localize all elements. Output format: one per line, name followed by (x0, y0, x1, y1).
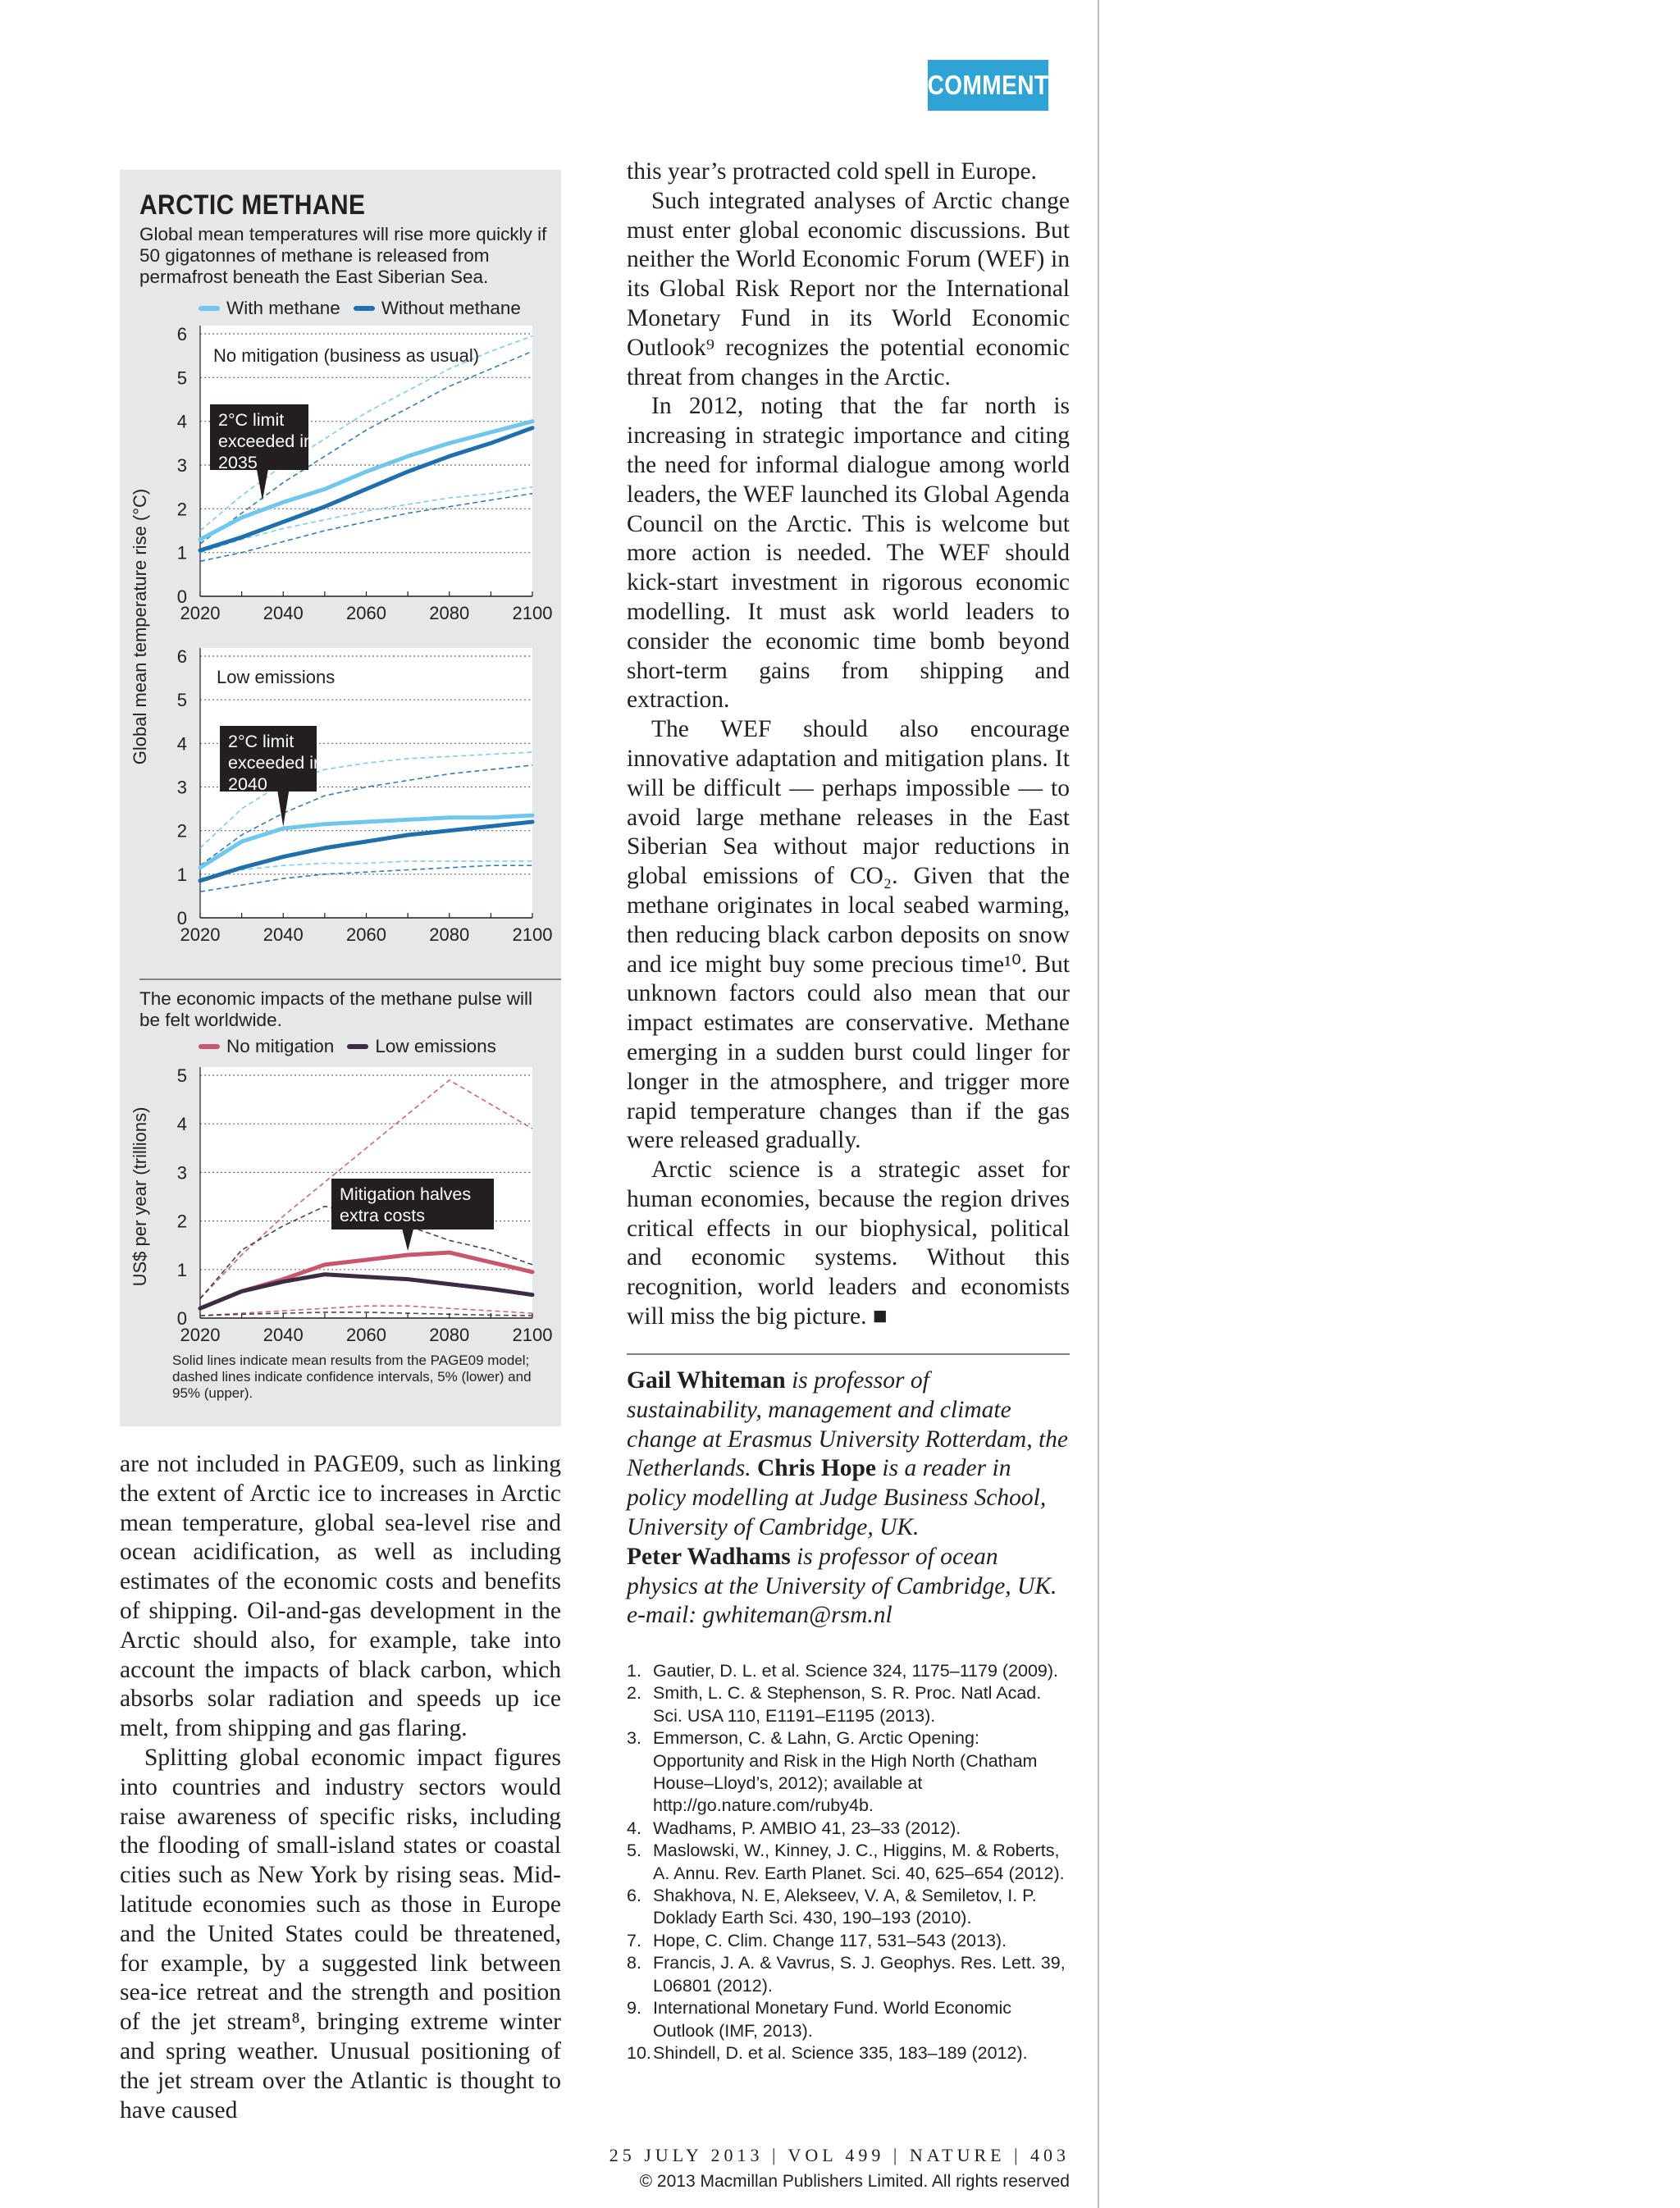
y-tick-label: 6 (176, 324, 187, 344)
annotation-text: 2035 (218, 453, 258, 472)
panel-title: Low emissions (217, 667, 336, 687)
y-tick-label: 3 (176, 455, 187, 476)
reference-text: Emmerson, C. & Lahn, G. Arctic Opening: Opportunity and Risk in the High North (Chatham House–Lloyd’s, 2012); available at http://go.nature.com/ruby4b. (653, 1728, 1038, 1816)
annotation-text: exceeded in (218, 431, 313, 451)
reference-text: Shakhova, N. E, Alekseev, V. A, & Semiletov, I. P. Doklady Earth Sci. 430, 190–193 (2010). (653, 1886, 1037, 1928)
x-tick-label: 2080 (429, 924, 470, 945)
legend-label-without-methane: Without methane (381, 298, 521, 318)
reference-item (627, 1682, 1070, 1727)
legend-label-with-methane: With methane (226, 298, 340, 318)
x-tick-label: 2040 (262, 603, 304, 623)
figure-subtitle-economic: The economic impacts of the methane pulse will be felt worldwide. (139, 988, 532, 1030)
reference-text: Smith, L. C. & Stephenson, S. R. Proc. Natl Acad. Sci. USA 110, E1191–E1195 (2013). (653, 1683, 1042, 1726)
paragraph: are not included in PAGE09, such as linking the extent of Arctic ice to increases in Arctic mean temperature, global sea-level rise and ocean acidification, as well as including estimates of the economic costs and benefits of shipping. Oil-and-gas development in the Arctic should also, for example, take into account the impacts of black carbon, which absorbs solar radiation and speeds up ice melt, from shipping and gas flaring. (120, 1451, 561, 1742)
author-email: e-mail: gwhiteman@rsm.nl (627, 1602, 892, 1629)
y-tick-label: 4 (176, 411, 187, 432)
reference-number: 2. (627, 1683, 641, 1704)
y-tick-label: 2 (176, 499, 187, 520)
annotation-text: 2°C limit (218, 410, 285, 430)
reference-item (627, 2042, 1070, 2064)
section-tag: COMMENT (928, 60, 1048, 111)
annotation-text: 2040 (228, 774, 267, 794)
y-tick-label: 1 (176, 1259, 187, 1280)
reference-number: 6. (627, 1886, 641, 1906)
reference-number: 9. (627, 1998, 641, 2019)
author-bio (627, 1366, 1070, 1631)
reference-text: Wadhams, P. AMBIO 41, 23–33 (2012). (653, 1818, 961, 1838)
x-tick-label: 2020 (180, 924, 221, 945)
reference-item (627, 1885, 1070, 1930)
annotation-text: extra costs (340, 1206, 425, 1225)
y-tick-label: 2 (176, 820, 187, 842)
author-name: Gail Whiteman (627, 1367, 786, 1394)
annotation-text: exceeded in (228, 753, 323, 773)
reference-item (627, 1952, 1070, 1997)
page-divider-rule (1098, 0, 1099, 2208)
reference-item (627, 1840, 1070, 1885)
x-tick-label: 2060 (346, 1325, 386, 1345)
paragraph: Arctic science is a strategic asset for human economies, because the region drives critical effects in our biophysical, political and economic systems. Without this recognition, world leaders and economists will miss the big picture. ■ (627, 1156, 1070, 1330)
y-tick-label: 1 (176, 542, 187, 563)
reference-number: 7. (627, 1930, 641, 1950)
body-column-left (120, 1450, 561, 2125)
y-tick-label: 1 (176, 864, 187, 885)
bio-rule (627, 1353, 1070, 1355)
x-tick-label: 2100 (512, 924, 553, 945)
y-tick-label: 3 (176, 1162, 187, 1184)
y-axis-label: US$ per year (trillions) (130, 1106, 150, 1287)
reference-item (627, 1997, 1070, 2042)
legend-label-no-mitigation: No mitigation (226, 1036, 335, 1056)
y-tick-label: 3 (176, 777, 187, 798)
paragraph: this year’s protracted cold spell in Europe. (627, 158, 1037, 185)
author-name: Chris Hope (756, 1455, 877, 1482)
y-tick-label: 4 (176, 733, 187, 755)
y-tick-label: 0 (176, 1308, 187, 1329)
x-tick-label: 2100 (512, 603, 553, 623)
author-name: Peter Wadhams (627, 1543, 791, 1570)
annotation-text: 2°C limit (228, 732, 294, 751)
reference-text: Shindell, D. et al. Science 335, 183–189 (2012). (653, 2042, 1028, 2063)
x-tick-label: 2100 (512, 1325, 553, 1345)
reference-text: Gautier, D. L. et al. Science 324, 1175–1179 (2009). (653, 1661, 1059, 1681)
paragraph: The WEF should also encourage innovative adaptation and mitigation plans. It will be difficult — perhaps impossible — to avoid large methane releases in the East Siberian Sea without major reductions in global emissions of CO₂. Given that the methane originates in local seabed warming, then reducing black carbon deposits on snow and ice might buy some precious time¹⁰. But unknown factors could also mean that our impact estimates are conservative. Methane emerging in a sudden burst could linger for longer in the atmosphere, and trigger more rapid temperature changes than if the gas were released gradually. (627, 716, 1070, 1154)
panel-title: No mitigation (business as usual) (213, 345, 480, 366)
body-column-right (627, 157, 1070, 1332)
y-tick-label: 0 (176, 908, 187, 928)
y-axis-label: Global mean temperature rise (°C) (130, 488, 150, 765)
page-footer: 25 JULY 2013 | VOL 499 | NATURE | 403 (609, 2145, 1070, 2165)
y-tick-label: 6 (176, 646, 187, 667)
author-affiliation: is professor of ocean physics at the University of Cambridge, UK. (627, 1543, 1057, 1599)
reference-number: 8. (627, 1953, 641, 1973)
annotation-text: Mitigation halves (340, 1184, 472, 1204)
x-tick-label: 2060 (346, 603, 386, 623)
copyright: © 2013 Macmillan Publishers Limited. All rights reserved (639, 2172, 1070, 2191)
reference-number: 3. (627, 1728, 641, 1749)
reference-item (627, 1727, 1070, 1818)
y-tick-label: 2 (176, 1211, 187, 1232)
y-tick-label: 5 (176, 690, 187, 711)
reference-number: 5. (627, 1841, 641, 1861)
reference-number: 4. (627, 1818, 641, 1838)
x-tick-label: 2020 (180, 603, 221, 623)
charts-svg (120, 170, 561, 1351)
figure-title: ARCTIC METHANE (139, 189, 366, 221)
x-tick-label: 2040 (262, 1325, 304, 1345)
figure-panel (120, 170, 561, 1426)
author-affiliation: is a reader in policy modelling at Judge Business School, University of Cambridge, UK. (627, 1455, 1047, 1540)
figure-subtitle: Global mean temperatures will rise more quickly if 50 gigatonnes of methane is released from permafrost beneath the East Siberian Sea. (139, 224, 547, 287)
x-tick-label: 2040 (262, 924, 304, 945)
y-tick-label: 5 (176, 1065, 187, 1086)
x-tick-label: 2060 (346, 924, 386, 945)
reference-item (627, 1660, 1070, 1682)
reference-item (627, 1930, 1070, 1952)
figure-note: Solid lines indicate mean results from the PAGE09 model; dashed lines indicate confidence intervals, 5% (lower) and 95% (upper). (172, 1353, 532, 1401)
legend-label-low-emissions: Low emissions (375, 1036, 496, 1056)
reference-text: Francis, J. A. & Vavrus, S. J. Geophys. Res. Lett. 39, L06801 (2012). (653, 1953, 1066, 1996)
y-tick-label: 5 (176, 367, 187, 389)
paragraph: In 2012, noting that the far north is increasing in strategic importance and citing the need for informal dialogue among world leaders, the WEF launched its Global Agenda Council on the Arctic. This is welcome but more action is needed. The WEF should kick-start investment in rigorous economic modelling. It must ask world leaders to consider the economic time bomb beyond short-term gains from shipping and extraction. (627, 393, 1070, 714)
x-tick-label: 2080 (429, 1325, 470, 1345)
reference-text: Hope, C. Clim. Change 117, 531–543 (2013). (653, 1930, 1007, 1950)
paragraph: Such integrated analyses of Arctic change must enter global economic discussions. But neither the World Economic Forum (WEF) in its Global Risk Report nor the International Monetary Fund in its World Economic Outlook⁹ recognizes the potential economic threat from changes in the Arctic. (627, 187, 1070, 390)
reference-text: Maslowski, W., Kinney, J. C., Higgins, M. & Roberts, A. Annu. Rev. Earth Planet. Sci. 40, 625–654 (2012). (653, 1841, 1065, 1883)
paragraph: Splitting global economic impact figures into countries and industry sectors would raise awareness of specific risks, including the flooding of small-island states or coastal cities such as New York by rising seas. Mid-latitude economies such as those in Europe and the United States could be threatened, for example, by a suggested link between sea-ice retreat and the strength and position of the jet stream⁸, bringing extreme winter and spring weather. Unusual positioning of the jet stream over the Atlantic is thought to have caused (120, 1744, 561, 2124)
reference-text: International Monetary Fund. World Economic Outlook (IMF, 2013). (653, 1998, 1011, 2041)
reference-number: 10. (627, 2042, 651, 2063)
reference-number: 1. (627, 1661, 641, 1681)
y-tick-label: 0 (176, 586, 187, 607)
y-tick-label: 4 (176, 1114, 187, 1135)
author-affiliation: is professor of sustainability, management and climate change at Erasmus University Rotterdam, the Netherlands. (627, 1367, 1069, 1482)
x-tick-label: 2080 (429, 603, 470, 623)
reference-item (627, 1818, 1070, 1840)
reference-list (627, 1660, 1070, 2064)
x-tick-label: 2020 (180, 1325, 221, 1345)
